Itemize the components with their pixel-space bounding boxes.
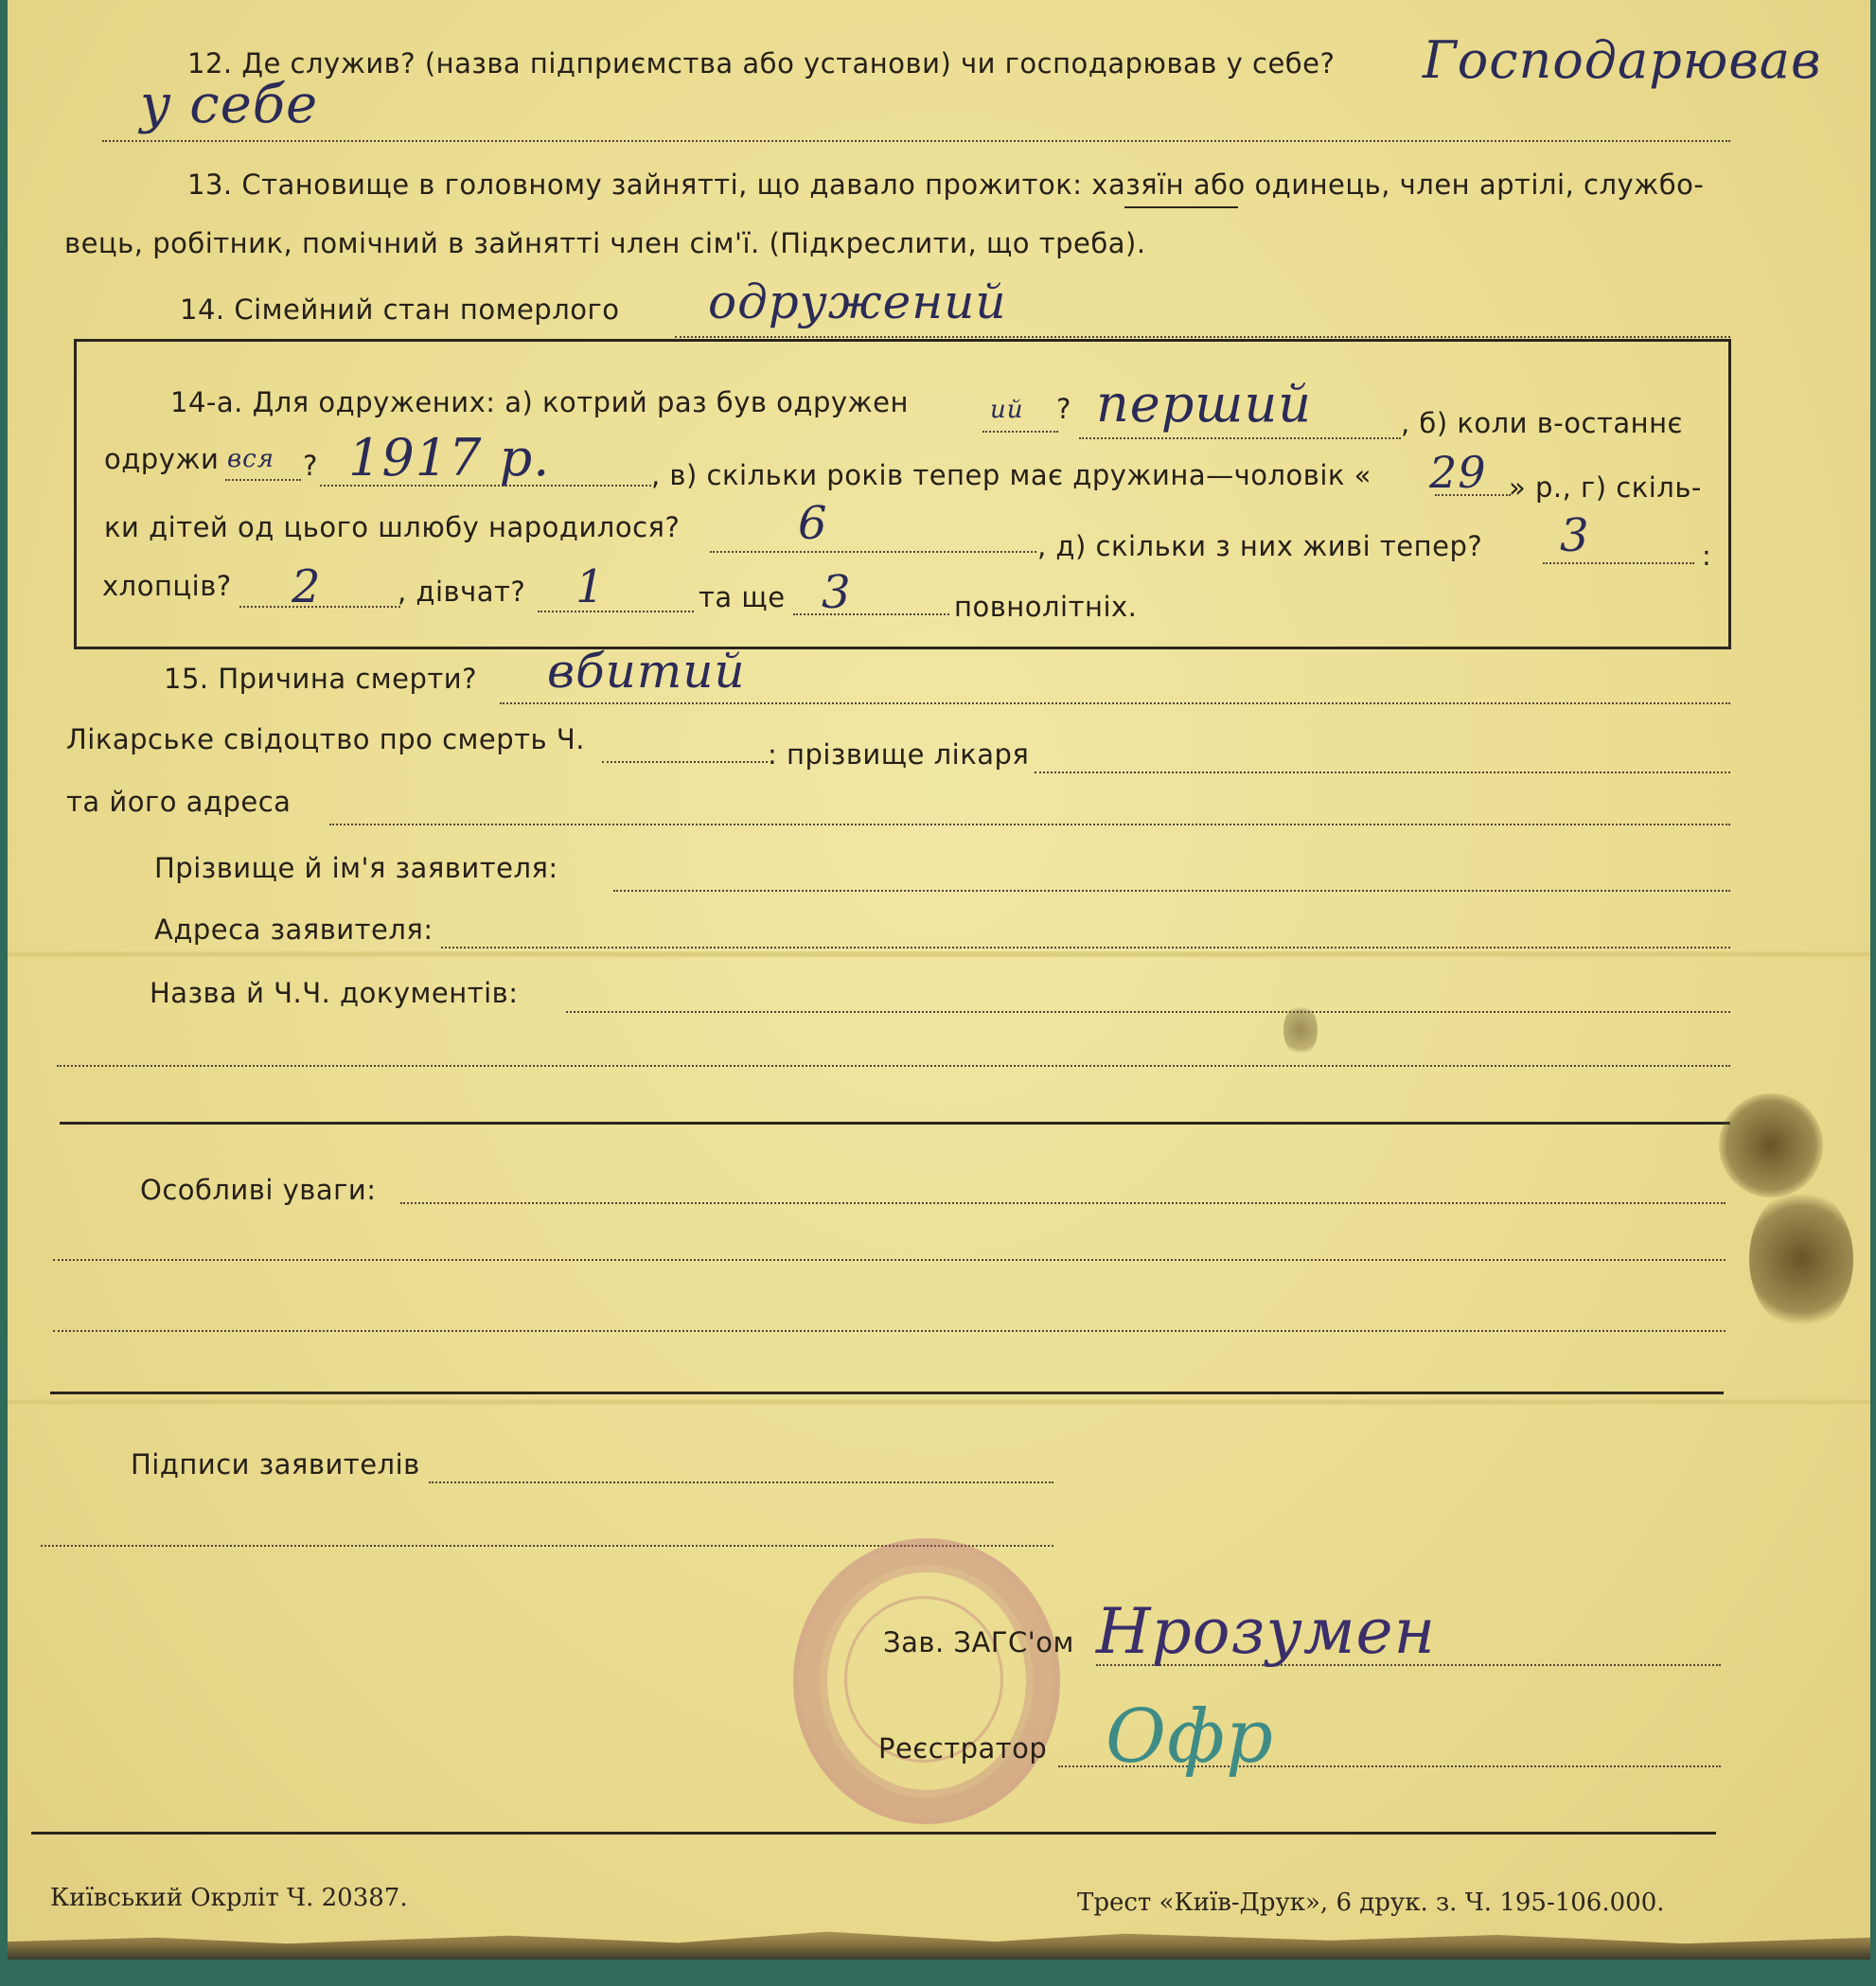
q14a-line-3-start: ки дітей од цього шлюбу народилося?	[104, 511, 681, 543]
answer-line	[53, 1259, 1726, 1261]
q15-answer-handwritten: вбитий	[547, 644, 746, 699]
q14a-answer-v: 29	[1429, 447, 1487, 498]
answer-line	[441, 947, 1730, 949]
q14a-girls-label: , дівчат?	[398, 576, 526, 608]
section-divider	[60, 1122, 1730, 1125]
answer-line	[53, 1330, 1726, 1332]
answer-line	[566, 1011, 1730, 1013]
q15-label: 15. Причина смерти?	[164, 663, 478, 695]
signatures-label: Підписи заявителів	[131, 1448, 420, 1481]
page-bottom-rule	[31, 1832, 1716, 1835]
doctor-address-label: та його адреса	[66, 786, 292, 818]
underline-hazyain	[1124, 206, 1238, 208]
documents-label: Назва й Ч.Ч. документів:	[150, 977, 519, 1009]
registrar-signature: Офр	[1106, 1694, 1274, 1780]
answer-line	[982, 431, 1058, 433]
footer-right-imprint: Трест «Київ-Друк», 6 друк. з. Ч. 195-106.000.	[1077, 1888, 1665, 1917]
q14-label: 14. Сімейний стан померлого	[180, 293, 620, 326]
footer-left-imprint: Київський Окрліт Ч. 20387.	[50, 1884, 408, 1912]
answer-line	[1543, 562, 1694, 564]
signature-line	[429, 1481, 1053, 1483]
applicant-name-label: Прізвище й ім'я заявителя:	[154, 852, 558, 884]
q12-answer-handwritten: Господарював	[1423, 30, 1822, 90]
q14a-suffix-a: ий	[990, 396, 1024, 424]
answer-line	[613, 890, 1730, 892]
answer-line	[102, 140, 1730, 142]
answer-line	[57, 1065, 1730, 1067]
answer-line	[675, 336, 1730, 338]
answer-line	[1079, 437, 1401, 439]
q12-answer-handwritten-cont: у себе	[140, 74, 319, 135]
answer-line	[538, 611, 694, 612]
q14a-answer-boys: 2	[292, 560, 322, 613]
doctor-name-label: : прізвище лікаря	[768, 738, 1030, 771]
q14a-answer-girls: 1	[575, 560, 606, 613]
paper-fold	[8, 951, 1870, 957]
q13-line-1: 13. Становище в головному зайнятті, що давало прожиток: хазяїн або одинець, член артілі, службо-	[187, 168, 1705, 201]
registrar-label: Реєстратор	[878, 1732, 1048, 1764]
q14a-line-2-start: одружи	[104, 443, 220, 475]
special-notes-label: Особливі уваги:	[140, 1174, 377, 1206]
answer-line	[793, 613, 949, 615]
q14a-line-3-d: , д) скільки з них живі тепер?	[1037, 530, 1483, 562]
answer-line	[710, 551, 1036, 553]
answer-line	[602, 761, 768, 763]
q14a-question-mark-2: ?	[303, 450, 318, 482]
q14a-answer-b: 1917 р.	[348, 428, 551, 488]
applicant-address-label: Адреса заявителя:	[154, 913, 434, 946]
answer-line	[1035, 771, 1730, 773]
form-page	[8, 0, 1870, 1959]
q14a-line-2-g: » р., г) скіль-	[1509, 471, 1702, 504]
q14a-line-1-b: , б) коли в-останнє	[1401, 407, 1683, 439]
q14a-line-1: 14-а. Для одружених: а) котрий раз був одружен	[170, 386, 909, 418]
q14a-boys-label: хлопців?	[102, 570, 232, 602]
official-stamp-seal	[793, 1538, 1060, 1824]
paper-fold	[8, 1399, 1870, 1405]
answer-line	[500, 702, 1730, 704]
q14a-end-label: повнолітніх.	[954, 591, 1138, 623]
answer-line	[225, 479, 301, 481]
stain-mark	[1719, 1093, 1823, 1197]
q14a-question-mark: ?	[1056, 393, 1071, 425]
stain-mark	[1283, 1003, 1318, 1056]
q14a-answer-g: 6	[798, 497, 828, 550]
answer-line	[400, 1202, 1726, 1204]
q14a-answer-a: перший	[1096, 374, 1313, 434]
q14a-colon: :	[1702, 540, 1712, 572]
q14a-answer-d: 3	[1560, 509, 1590, 562]
section-divider	[50, 1392, 1724, 1394]
torn-bottom-edge	[8, 1920, 1870, 1959]
head-signature: Нрозумен	[1096, 1595, 1437, 1668]
q14a-suffix-b: вся	[227, 445, 274, 473]
q14a-line-2-v: , в) скільки років тепер має дружина—чоловік «	[651, 459, 1372, 491]
stain-mark	[1749, 1188, 1853, 1330]
head-label: Зав. ЗАГС'ом	[883, 1626, 1074, 1658]
q13-line-2: вець, робітник, помічний в зайнятті член сім'ї. (Підкреслити, що треба).	[64, 227, 1146, 259]
q14a-more-label: та ще	[699, 581, 786, 613]
doctor-certificate-label: Лікарське свідоцтво про смерть Ч.	[66, 723, 585, 755]
q14-answer-handwritten: одружений	[708, 275, 1007, 329]
answer-line	[329, 824, 1730, 825]
q14a-answer-more: 3	[822, 566, 852, 619]
q12-label: 12. Де служив? (назва підприємства або установи) чи господарював у себе?	[187, 47, 1336, 80]
